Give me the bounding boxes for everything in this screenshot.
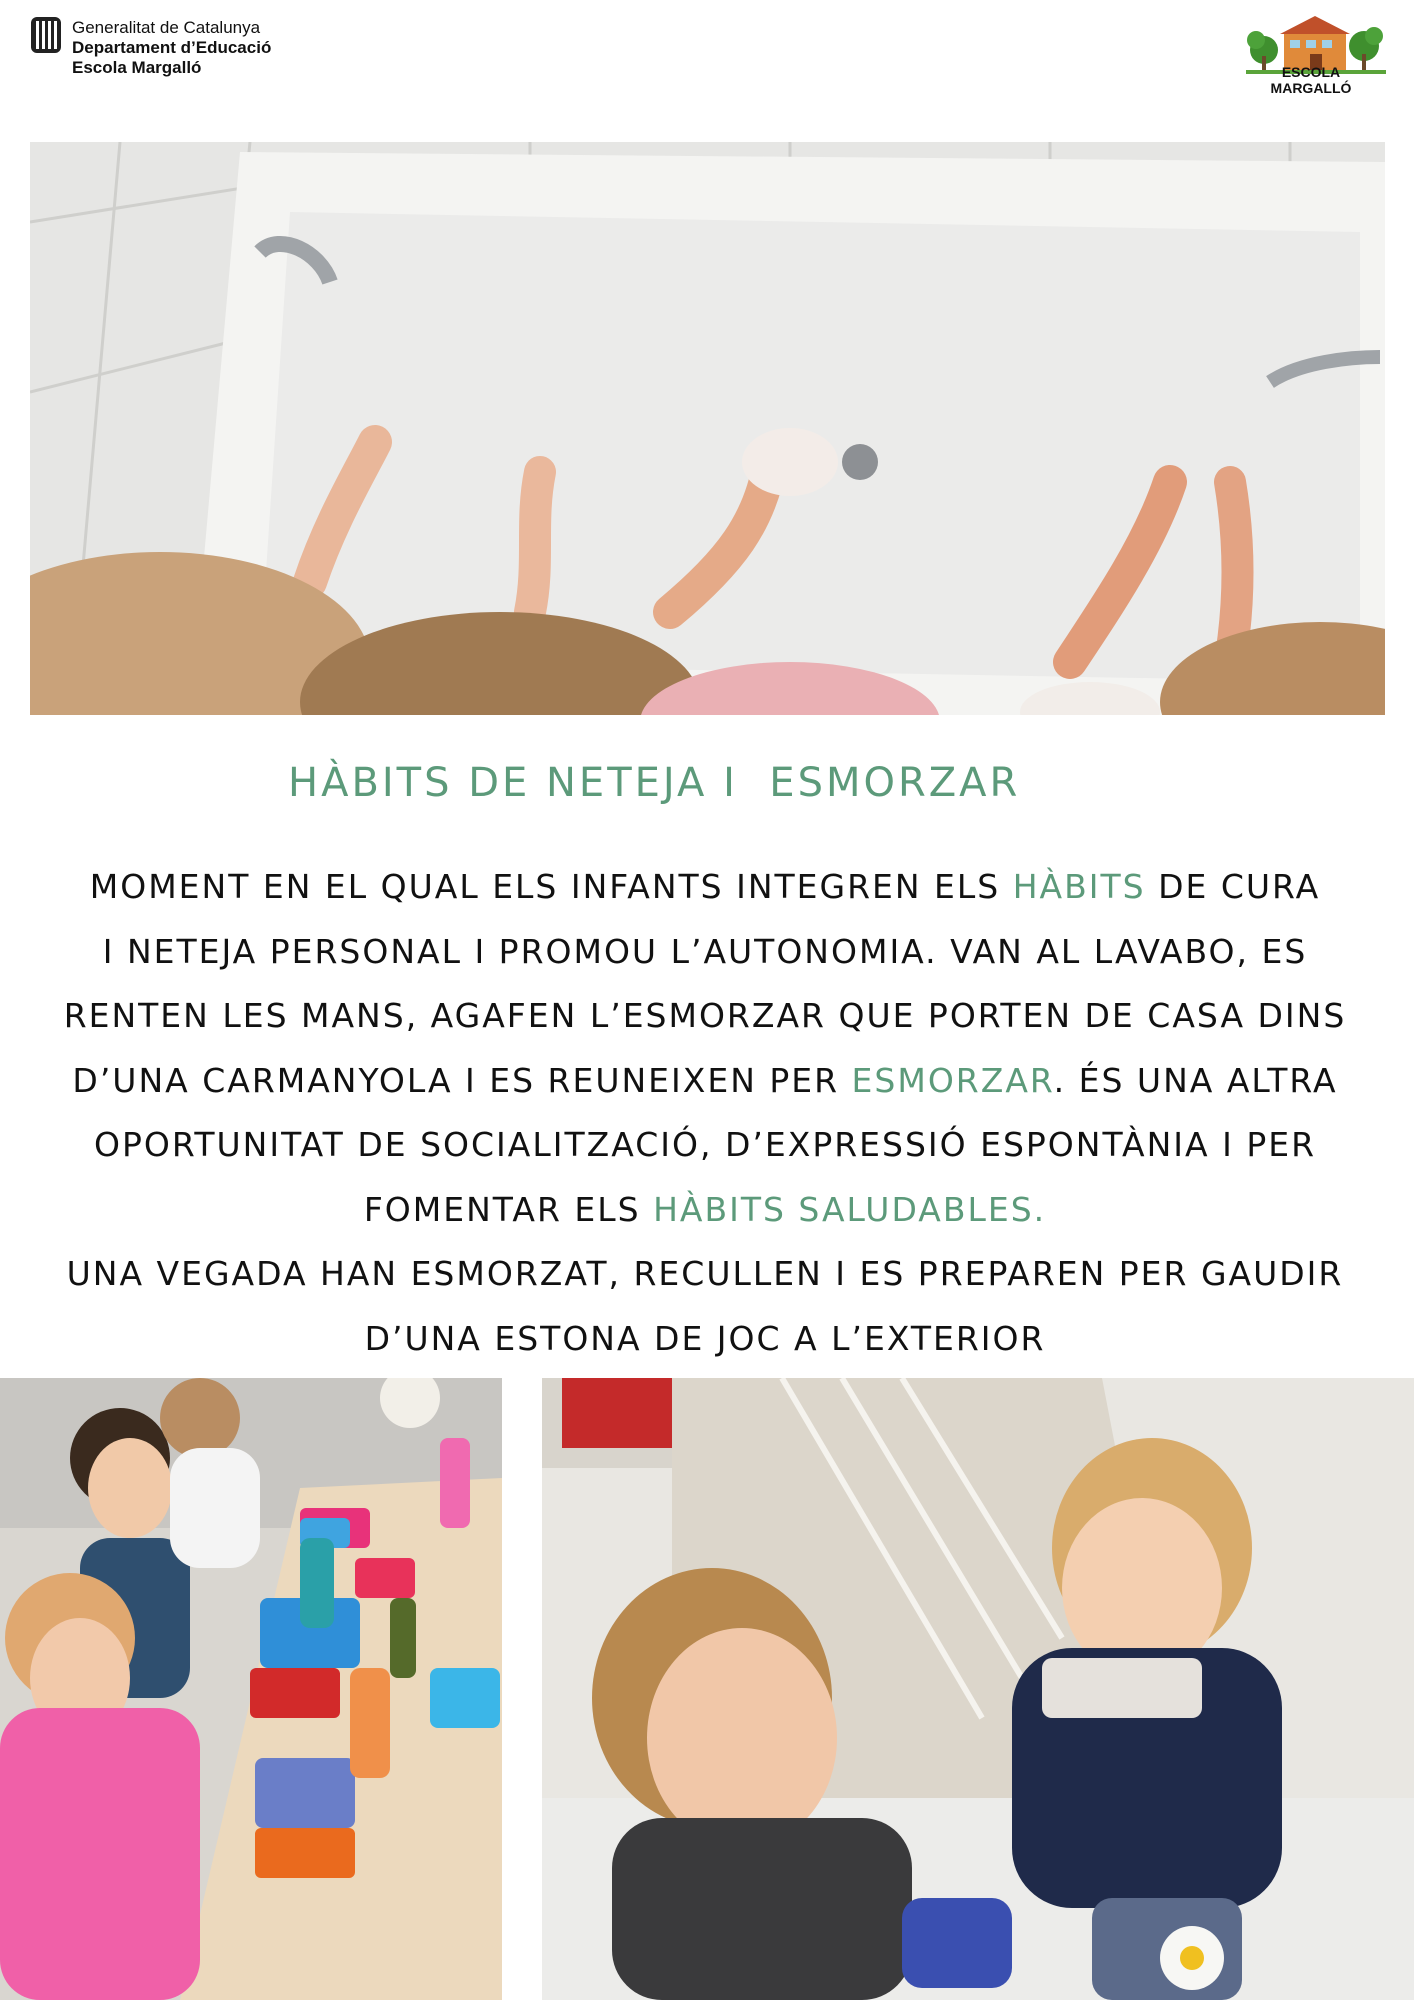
text-segment: . ÉS UNA ALTRA [1053,1060,1338,1100]
text-segment: D’UNA CARMANYOLA I ES REUNEIXEN PER [72,1060,852,1100]
highlight-habits: HÀBITS [1012,867,1146,906]
text-segment: MOMENT EN EL QUAL ELS INFANTS INTEGREN ELS [89,867,1013,906]
text-segment: FOMENTAR ELS [363,1189,654,1229]
photo-breakfast-table [0,1378,502,2000]
photo-handwashing [30,142,1385,715]
text-line-7: UNA VEGADA HAN ESMORZAT, RECULLEN I ES PREPAREN PER GAUDIR [66,1254,1344,1293]
text-line-6 [60,1178,1350,1243]
org-line-generalitat: Generalitat de Catalunya [72,18,261,37]
header-organization [30,16,271,78]
text-line-3: RENTEN LES MANS, AGAFEN L’ESMORZAR QUE PORTEN DE CASA DINS [63,996,1347,1035]
text-line-2: I NETEJA PERSONAL I PROMOU L’AUTONOMIA. VAN AL LAVABO, ES [102,931,1308,971]
org-line-department: Departament d’Educació [72,38,272,57]
photo-children-lunchbox [542,1378,1414,2000]
text-line-1 [60,855,1350,920]
logo-caption: ESCOLA MARGALLÓ [1270,64,1352,96]
school-logo [1246,12,1386,96]
description-text [60,855,1350,1371]
generalitat-emblem-icon [30,16,62,54]
text-segment: DE CURA [1145,867,1321,906]
text-line-8: D’UNA ESTONA DE JOC A L’EXTERIOR [364,1318,1046,1358]
text-line-4 [60,1049,1350,1114]
highlight-esmorzar: ESMORZAR [851,1060,1054,1100]
org-line-school: Escola Margalló [72,58,202,77]
text-line-5: OPORTUNITAT DE SOCIALITZACIÓ, D’EXPRESSIÓ ESPONTÀNIA I PER [93,1125,1317,1164]
page-title: HÀBITS DE NETEJA I ESMORZAR [288,760,1021,806]
highlight-healthy-habits: HÀBITS SALUDABLES. [653,1189,1047,1229]
